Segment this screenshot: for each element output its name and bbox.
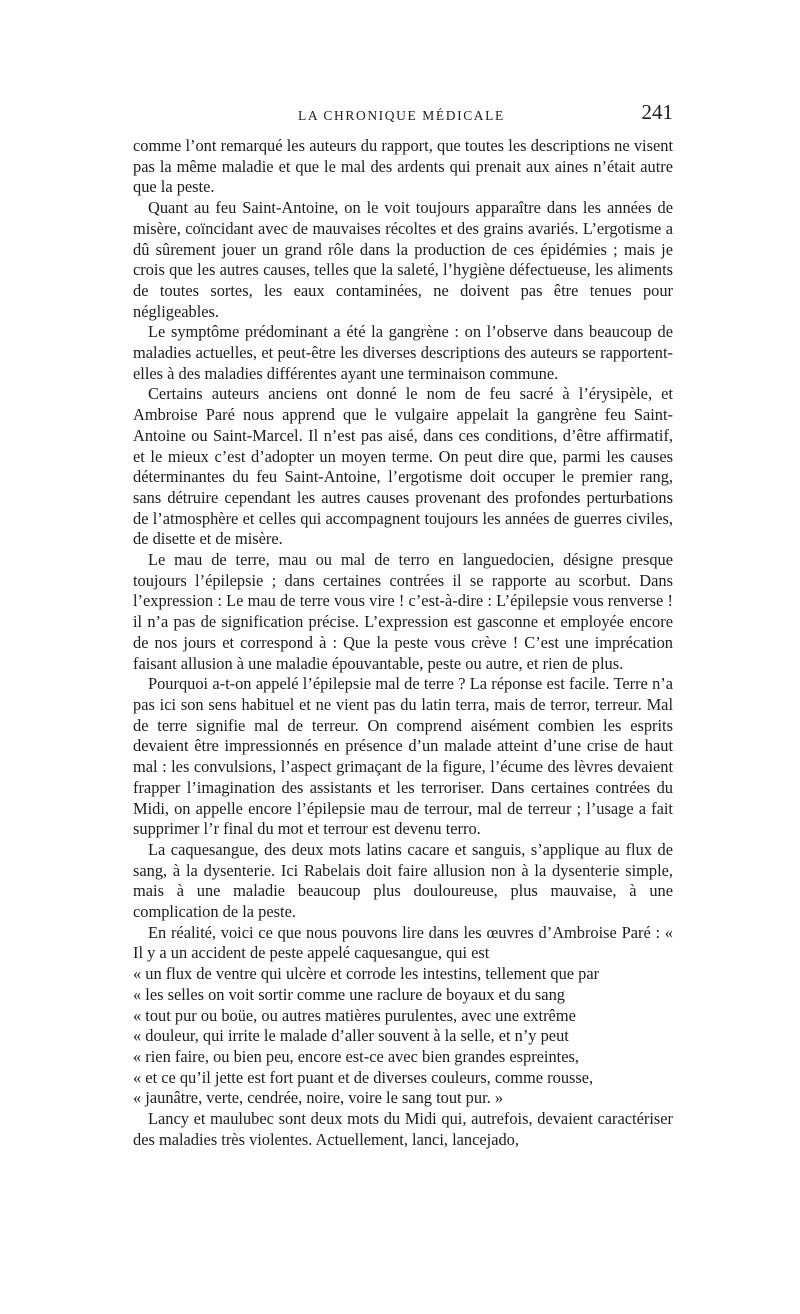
- paragraph: Lancy et maulubec sont deux mots du Midi qui, autrefois, devaient caractériser des maladies très violentes. Actuellement, lanci, lancejado,: [133, 1109, 673, 1149]
- quote-line: « un flux de ventre qui ulcère et corrode les intestins, tellement que par: [133, 964, 600, 984]
- quote-line: « les selles on voit sortir comme une raclure de boyaux et du sang: [133, 984, 565, 1004]
- book-page: [133, 96, 673, 1150]
- journal-title: LA CHRONIQUE MÉDICALE: [298, 108, 505, 123]
- paragraph: La caquesangue, des deux mots latins cacare et sanguis, s’applique au flux de sang, à la dysenterie. Ici Rabelais doit faire allusion non à la dysenterie simple, mais à une maladie beaucoup plus douloureuse, plus mauvaise, à une complication de la peste.: [133, 839, 673, 922]
- paragraph: Certains auteurs anciens ont donné le nom de feu sacré à l’érysipèle, et Ambroise Paré nous apprend que le vulgaire appelait la gangrène feu Saint-Antoine ou Saint-Marcel. Il n’est pas aisé, dans ces conditions, d’être affirmatif, et le mieux c’est d’adopter un moyen terme. On peut dire que, parmi les causes déterminantes du feu Saint-Antoine, l’ergotisme doit occuper le premier rang, sans détruire cependant les autres causes provenant des profondes perturbations de l’atmosphère et celles qui accompagnent toujours les années de guerres civiles, de disette et de misère.: [133, 384, 673, 549]
- quote-line: « douleur, qui irrite le malade d’aller souvent à la selle, et n’y peut: [133, 1026, 569, 1046]
- quote-line: « et ce qu’il jette est fort puant et de diverses couleurs, comme rousse,: [133, 1067, 594, 1087]
- paragraph: Le symptôme prédominant a été la gangrène : on l’observe dans beaucoup de maladies actuelles, et peut-être les diverses descriptions des auteurs se rapportent-elles à des maladies différentes ayant une terminaison commune.: [133, 322, 673, 383]
- quotation-block: [133, 964, 673, 1109]
- paragraph: Le mau de terre, mau ou mal de terro en languedocien, désigne presque toujours l’épilepsie ; dans certaines contrées il se rapporte au scorbut. Dans l’expression : Le mau de terre vous vire ! c’est-à-dire : L’épilepsie vous renverse ! il n’a pas de signification précise. L’expression est gasconne et employée encore de nos jours et correspond à : Que la peste vous crève ! C’est une imprécation faisant allusion à une maladie épouvantable, peste ou autre, et rien de plus.: [133, 550, 673, 673]
- body-text: [133, 136, 673, 1150]
- quote-line: « rien faire, ou bien peu, encore est-ce avec bien grandes espreintes,: [133, 1046, 579, 1066]
- paragraph: En réalité, voici ce que nous pouvons lire dans les œuvres d’Ambroise Paré : « Il y a un accident de peste appelé caquesangue, qui est: [133, 922, 673, 963]
- paragraph: Pourquoi a-t-on appelé l’épilepsie mal de terre ? La réponse est facile. Terre n’a pas ici son sens habituel et ne vient pas du latin terra, mais de terror, terreur. Mal de terre signifie mal de terreur. On comprend aisément combien les esprits devaient être impressionnés en présence d’un malade atteint d’une crise de haut mal : les convulsions, l’aspect grimaçant de la figure, l’écume des lèvres devaient frapper l’imagination des assistants et les terroriser. Dans certaines contrées du Midi, on appelle encore l’épilepsie mau de terrour, mal de terreur ; l’usage a fait supprimer l’r final du mot et terrour est devenu terro.: [133, 674, 673, 839]
- paragraph: comme l’ont remarqué les auteurs du rapport, que toutes les descriptions ne visent pas la même maladie et que le mal des ardents qui prenait aux aines n’était autre que la peste.: [133, 136, 673, 197]
- quote-line: « jaunâtre, verte, cendrée, noire, voire le sang tout pur. »: [133, 1088, 504, 1108]
- paragraph: Quant au feu Saint-Antoine, on le voit toujours apparaître dans les années de misère, coïncidant avec de mauvaises récoltes et des grains avariés. L’ergotisme a dû sûrement jouer un grand rôle dans la production de ces épidémies ; mais je crois que les autres causes, telles que la saleté, l’hygiène défectueuse, les aliments de toutes sortes, les eaux contaminées, ne doivent pas être tenues pour négligeables.: [133, 198, 673, 321]
- page-number: 241: [641, 100, 673, 124]
- running-head: [133, 96, 673, 136]
- quote-line: « tout pur ou boüe, ou autres matières purulentes, avec une extrême: [133, 1005, 576, 1025]
